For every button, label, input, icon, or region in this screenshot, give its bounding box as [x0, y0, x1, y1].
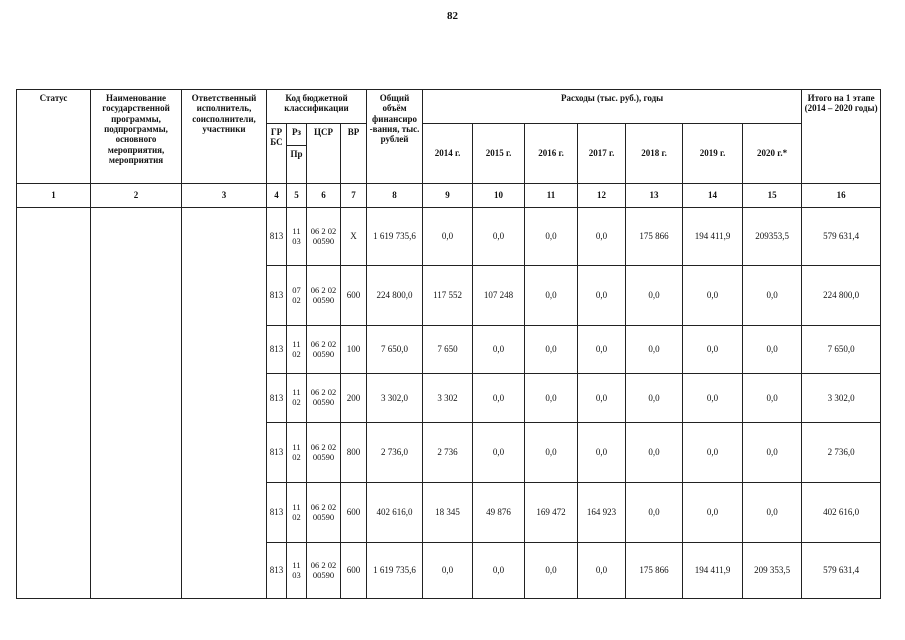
column-number: 15 [743, 184, 802, 208]
header-year-2016: 2016 г. [525, 124, 578, 184]
year-2019-cell: 0,0 [683, 483, 743, 543]
year-2017-cell: 0,0 [578, 423, 626, 483]
table-row [17, 208, 881, 266]
column-number: 16 [802, 184, 881, 208]
total-volume-cell: 2 736,0 [367, 423, 423, 483]
pr-value: 02 [292, 511, 301, 522]
total-volume-cell: 3 302,0 [367, 374, 423, 423]
table-body [17, 208, 881, 599]
pr-value: 02 [292, 397, 301, 407]
year-2016-cell: 0,0 [525, 266, 578, 326]
rz-pr-cell [287, 208, 307, 266]
header-grbs: ГР БС [267, 124, 287, 184]
column-number: 6 [307, 184, 341, 208]
budget-table [16, 89, 881, 599]
rz-pr-cell [287, 483, 307, 543]
pr-value: 02 [292, 294, 301, 305]
pr-value: 02 [292, 348, 301, 359]
year-2019-cell: 194 411,9 [683, 543, 743, 599]
csr-cell: 06 2 02 00590 [307, 543, 341, 599]
year-2020-cell: 0,0 [743, 374, 802, 423]
responsible-cell [182, 208, 267, 599]
year-2017-cell: 164 923 [578, 483, 626, 543]
year-2019-cell: 0,0 [683, 374, 743, 423]
year-2015-cell: 0,0 [473, 543, 525, 599]
stage-total-cell: 579 631,4 [802, 543, 881, 599]
header-csr: ЦСР [307, 124, 341, 184]
year-2015-cell: 0,0 [473, 374, 525, 423]
header-expenses: Расходы (тыс. руб.), годы [423, 90, 802, 124]
header-total-volume: Общий объём финансиро -вания, тыс. рублей [367, 90, 423, 184]
year-2016-cell: 0,0 [525, 208, 578, 266]
grbs-cell: 813 [267, 266, 287, 326]
year-2018-cell: 0,0 [626, 483, 683, 543]
grbs-cell: 813 [267, 483, 287, 543]
rz-pr-cell [287, 266, 307, 326]
rz-value: 11 [292, 441, 301, 452]
total-volume-cell: 224 800,0 [367, 266, 423, 326]
year-2016-cell: 0,0 [525, 423, 578, 483]
stage-total-cell: 224 800,0 [802, 266, 881, 326]
column-number: 9 [423, 184, 473, 208]
csr-cell: 06 2 02 00590 [307, 423, 341, 483]
year-2019-cell: 0,0 [683, 423, 743, 483]
csr-cell: 06 2 02 00590 [307, 208, 341, 266]
header-year-2020: 2020 г.* [743, 124, 802, 184]
vr-cell: 100 [341, 326, 367, 374]
column-number: 2 [91, 184, 182, 208]
grbs-cell: 813 [267, 374, 287, 423]
year-2015-cell: 0,0 [473, 326, 525, 374]
stage-total-cell: 2 736,0 [802, 423, 881, 483]
year-2017-cell: 0,0 [578, 374, 626, 423]
rz-value: 11 [292, 387, 301, 398]
year-2018-cell: 0,0 [626, 374, 683, 423]
column-number: 7 [341, 184, 367, 208]
grbs-cell: 813 [267, 326, 287, 374]
header-stage-total: Итого на 1 этапе (2014 – 2020 годы) [802, 90, 881, 184]
year-2017-cell: 0,0 [578, 543, 626, 599]
grbs-cell: 813 [267, 543, 287, 599]
stage-total-cell: 402 616,0 [802, 483, 881, 543]
header-status: Статус [17, 90, 91, 184]
header-responsible: Ответственный исполнитель, соисполнители, участники [182, 90, 267, 184]
year-2020-cell: 209353,5 [743, 208, 802, 266]
year-2018-cell: 0,0 [626, 326, 683, 374]
header-budget-code: Код бюджетной классификации [267, 90, 367, 124]
year-2017-cell: 0,0 [578, 266, 626, 326]
year-2020-cell: 0,0 [743, 266, 802, 326]
year-2016-cell: 0,0 [525, 374, 578, 423]
csr-cell: 06 2 02 00590 [307, 326, 341, 374]
year-2018-cell: 0,0 [626, 266, 683, 326]
year-2014-cell: 3 302 [423, 374, 473, 423]
year-2020-cell: 0,0 [743, 423, 802, 483]
header-rz: Рз [287, 124, 307, 146]
vr-cell: 600 [341, 483, 367, 543]
csr-cell: 06 2 02 00590 [307, 374, 341, 423]
column-number: 11 [525, 184, 578, 208]
grbs-cell: 813 [267, 208, 287, 266]
year-2019-cell: 0,0 [683, 326, 743, 374]
rz-pr-cell [287, 374, 307, 423]
year-2019-cell: 0,0 [683, 266, 743, 326]
year-2014-cell: 2 736 [423, 423, 473, 483]
year-2016-cell: 169 472 [525, 483, 578, 543]
year-2020-cell: 0,0 [743, 483, 802, 543]
total-volume-cell: 402 616,0 [367, 483, 423, 543]
header-name: Наименование государственной программы, подпрограммы, основного мероприятия, мероприятия [91, 90, 182, 184]
column-number: 3 [182, 184, 267, 208]
year-2015-cell: 0,0 [473, 208, 525, 266]
rz-value: 11 [292, 559, 301, 570]
header-pr: Пр [287, 146, 307, 184]
column-number: 8 [367, 184, 423, 208]
stage-total-cell: 579 631,4 [802, 208, 881, 266]
csr-cell: 06 2 02 00590 [307, 483, 341, 543]
year-2017-cell: 0,0 [578, 208, 626, 266]
year-2018-cell: 175 866 [626, 208, 683, 266]
page-number: 82 [447, 10, 458, 22]
grbs-cell: 813 [267, 423, 287, 483]
column-number: 13 [626, 184, 683, 208]
rz-pr-cell [287, 423, 307, 483]
year-2016-cell: 0,0 [525, 326, 578, 374]
year-2019-cell: 194 411,9 [683, 208, 743, 266]
header-year-2019: 2019 г. [683, 124, 743, 184]
year-2018-cell: 175 866 [626, 543, 683, 599]
header-year-2014: 2014 г. [423, 124, 473, 184]
total-volume-cell: 1 619 735,6 [367, 208, 423, 266]
header-year-2015: 2015 г. [473, 124, 525, 184]
total-volume-cell: 7 650,0 [367, 326, 423, 374]
year-2020-cell: 209 353,5 [743, 543, 802, 599]
year-2017-cell: 0,0 [578, 326, 626, 374]
status-cell [17, 208, 91, 599]
name-cell [91, 208, 182, 599]
vr-cell: 600 [341, 266, 367, 326]
column-number: 1 [17, 184, 91, 208]
vr-cell: 600 [341, 543, 367, 599]
csr-cell: 06 2 02 00590 [307, 266, 341, 326]
rz-value: 11 [292, 501, 301, 512]
year-2015-cell: 107 248 [473, 266, 525, 326]
column-number-row [17, 184, 881, 208]
year-2016-cell: 0,0 [525, 543, 578, 599]
year-2014-cell: 0,0 [423, 208, 473, 266]
header-year-2018: 2018 г. [626, 124, 683, 184]
total-volume-cell: 1 619 735,6 [367, 543, 423, 599]
year-2014-cell: 7 650 [423, 326, 473, 374]
header-year-2017: 2017 г. [578, 124, 626, 184]
rz-value: 11 [292, 225, 301, 236]
pr-value: 03 [292, 235, 301, 246]
year-2018-cell: 0,0 [626, 423, 683, 483]
stage-total-cell: 7 650,0 [802, 326, 881, 374]
vr-cell: Х [341, 208, 367, 266]
rz-value: 11 [292, 338, 301, 349]
pr-value: 03 [292, 569, 301, 580]
year-2014-cell: 117 552 [423, 266, 473, 326]
vr-cell: 800 [341, 423, 367, 483]
rz-value: 07 [292, 284, 301, 295]
rz-pr-cell [287, 326, 307, 374]
vr-cell: 200 [341, 374, 367, 423]
year-2014-cell: 0,0 [423, 543, 473, 599]
table-header [17, 90, 881, 208]
column-number: 12 [578, 184, 626, 208]
year-2015-cell: 49 876 [473, 483, 525, 543]
column-number: 14 [683, 184, 743, 208]
rz-pr-cell [287, 543, 307, 599]
header-vr: ВР [341, 124, 367, 184]
stage-total-cell: 3 302,0 [802, 374, 881, 423]
column-number: 5 [287, 184, 307, 208]
column-number: 4 [267, 184, 287, 208]
year-2020-cell: 0,0 [743, 326, 802, 374]
pr-value: 02 [292, 451, 301, 462]
year-2015-cell: 0,0 [473, 423, 525, 483]
column-number: 10 [473, 184, 525, 208]
year-2014-cell: 18 345 [423, 483, 473, 543]
